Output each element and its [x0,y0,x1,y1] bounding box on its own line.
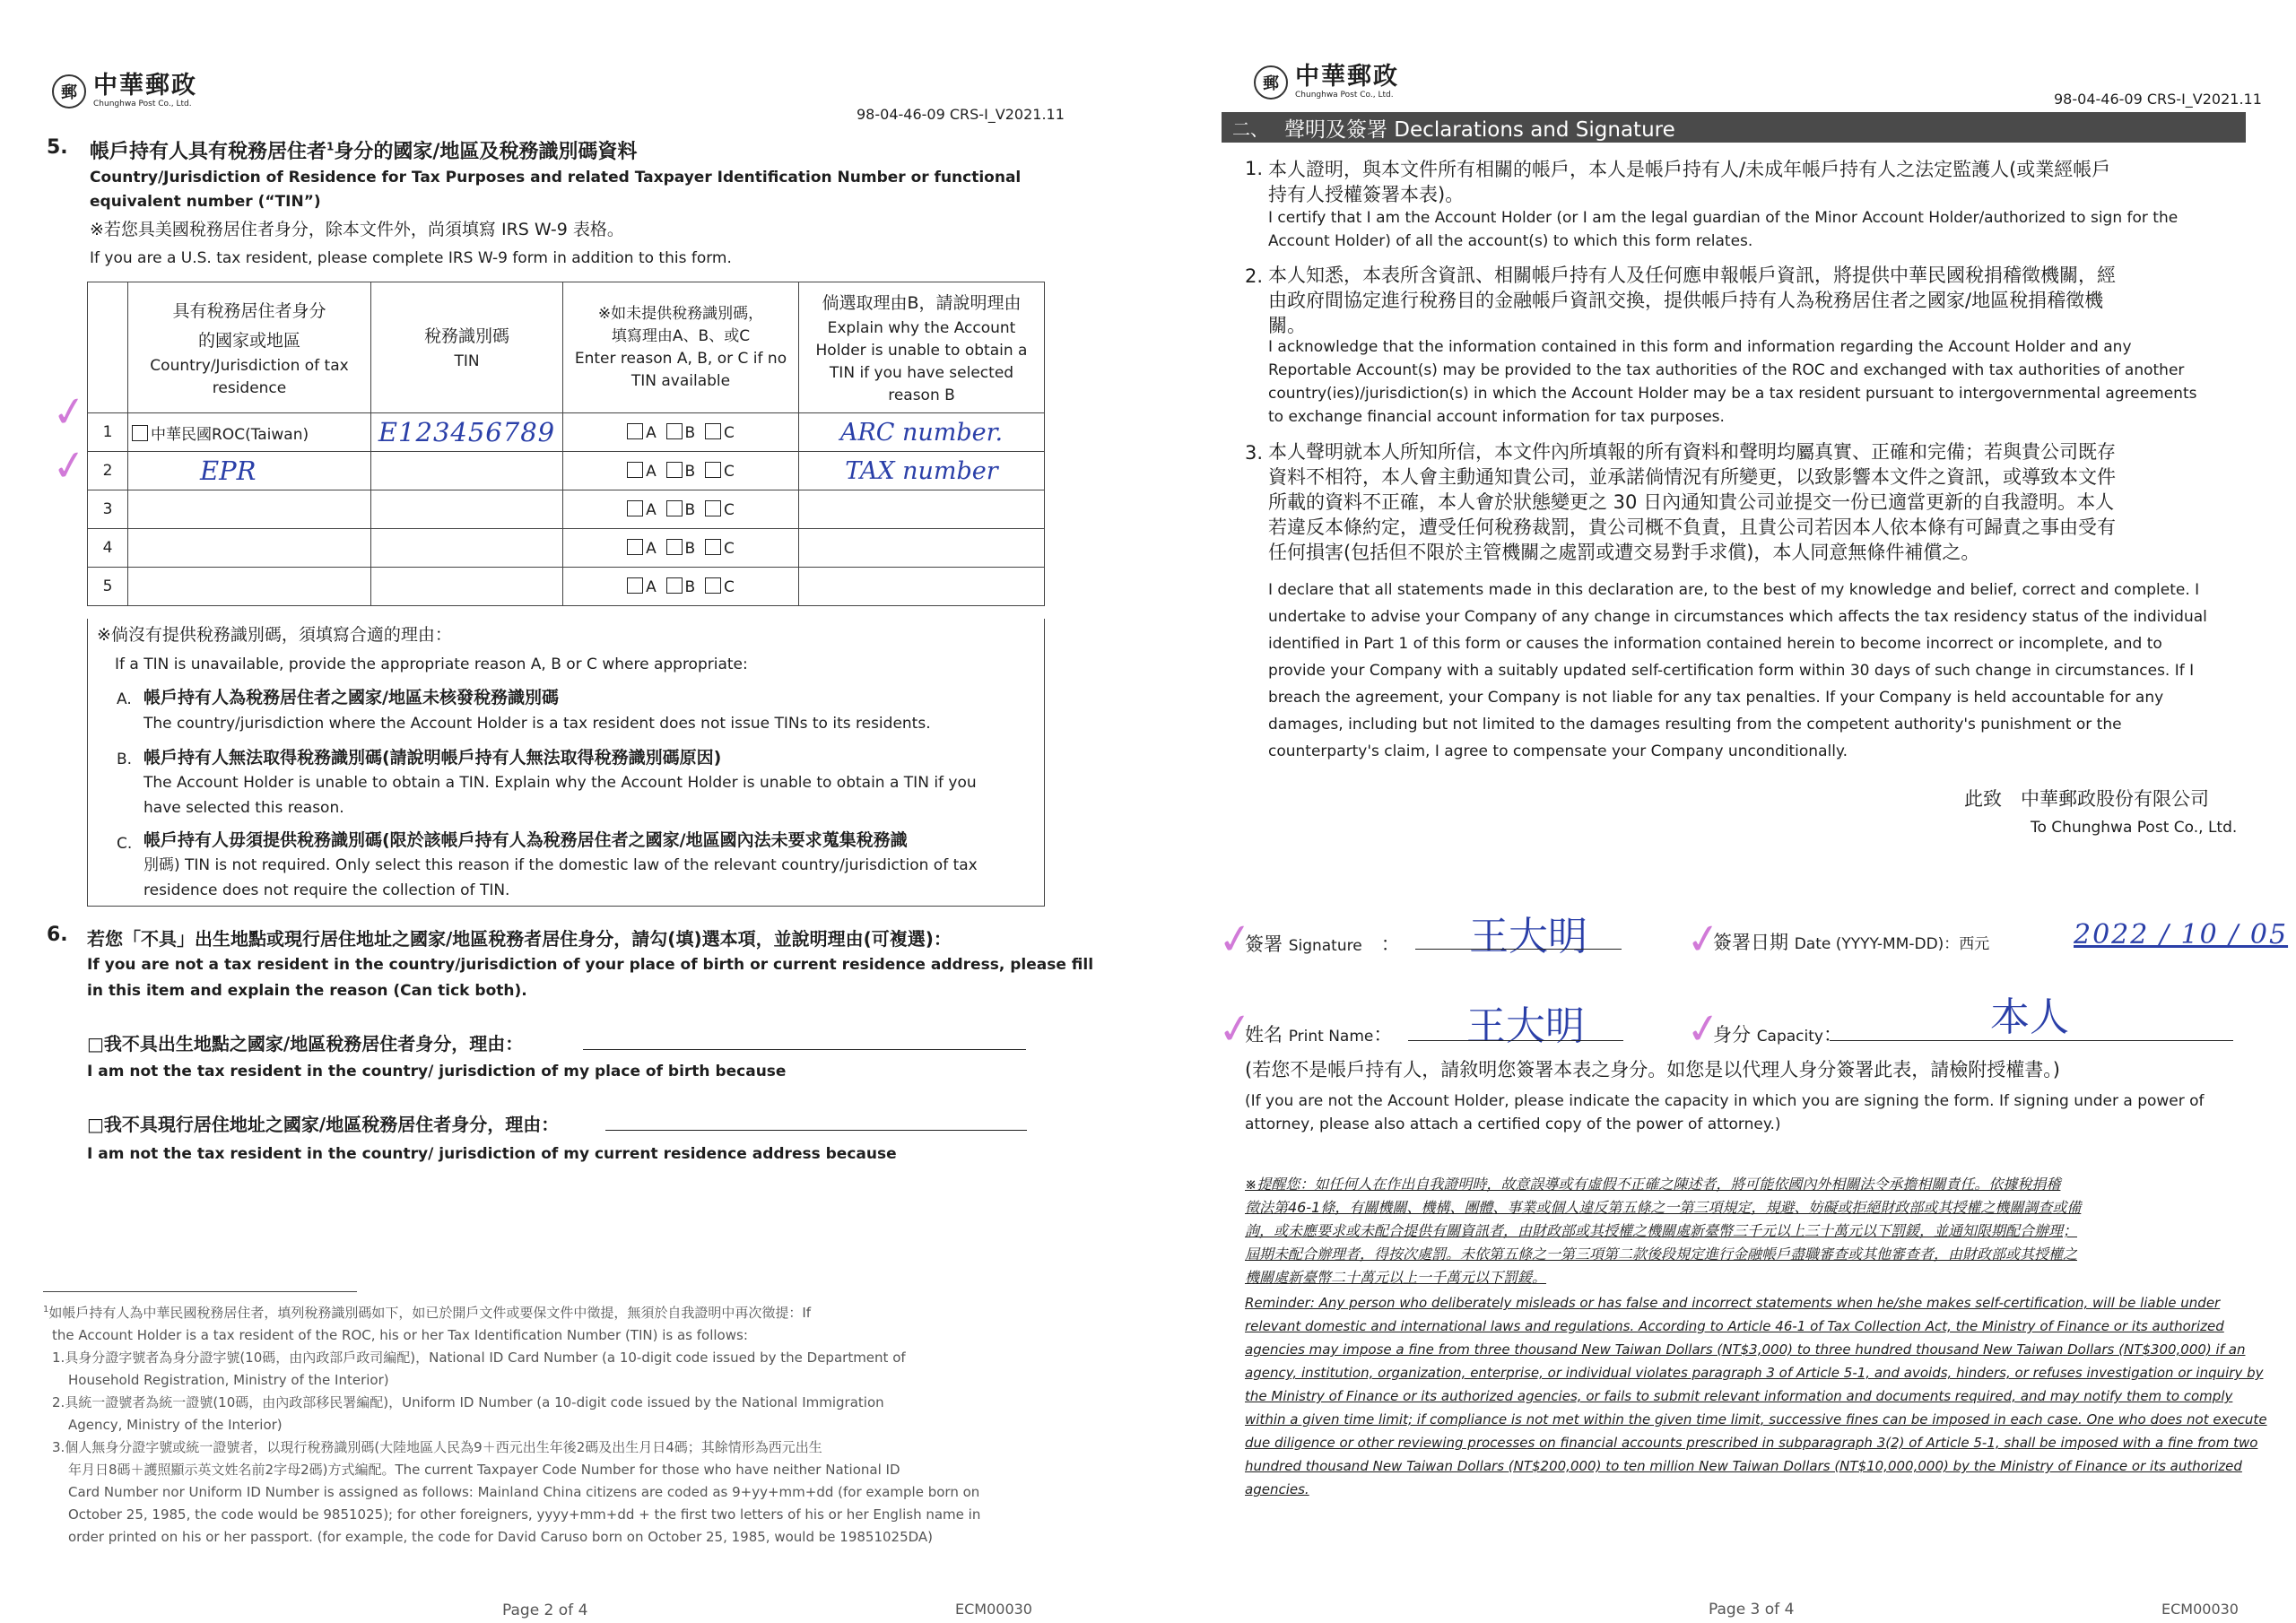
reason-b-en-2: have selected this reason. [144,799,344,817]
explain-value[interactable] [799,490,1045,529]
penalty-warning-zh: ※提醒您：如任何人在作出自我證明時，故意誤導或有虛假不正確之陳述者，將可能依國內外相關法令承擔相關責任。依據稅捐稽 徵法第46-1條，有關機關、機構、團體、事業或個人違反第五條之一第三項規定，規避、妨礙或拒絕財政部或其授權之機關調查或備 詢，或未應要求或未配合提供有關資訊者，由財政部或其授權之機關處新臺幣三千元以上三十萬元以下罰鍰，並通知限期配合辦理； 屆期未配合辦理者，得按次處罰。未依第五條之一第三項第二款後段規定進行金融帳戶盡職審查或其他審查者，由財政部或其授權之 機關處新臺幣二十萬元以上一千萬元以下罰鍰。 [1245,1176,2082,1286]
header-tin-en: TIN [454,352,480,370]
section5-title-zh-a: 帳戶持有人具有稅務居住者 [90,141,327,163]
logo-text-zh: 中華郵政 [1295,63,1399,91]
page-number: Page 3 of 4 [1709,1601,1795,1619]
section5-title-zh [90,136,637,164]
header-tin [371,282,563,413]
addressee-zh: 此致 中華郵政股份有限公司 [1964,788,2209,810]
reasons-intro-zh: ※倘沒有提供稅務識別碼，須填寫合適的理由： [97,625,452,645]
checkbox-b[interactable] [666,577,683,594]
row-number: 4 [88,529,128,568]
decl-2-number: 2. [1245,265,1264,287]
country-value[interactable] [128,490,371,529]
form-code: ECM00030 [955,1601,1032,1618]
tin-value[interactable] [371,490,563,529]
capacity-note-en: (If you are not the Account Holder, please indicate the capacity in which you are signing the form. If signing under a power of attorney, please also attach a certified copy of the power of attorney.) [1245,1092,2205,1133]
section5-number: 5. [47,136,68,159]
country-value[interactable] [128,529,371,568]
header-country [128,282,371,413]
capacity-line [1830,1040,2233,1041]
reason-c-zh-2: 別碼) TIN is not required. Only select this reason if the domestic law of the relevant country/jurisdiction of tax [144,856,978,874]
header-explain-en: Explain why the Account Holder is unable to obtain a TIN if you have selected reason B [815,318,1028,404]
tin-value[interactable] [371,568,563,606]
decl-2-en: I acknowledge that the information contained in this form and information regarding the Account Holder and any Reportable Account(s) may be provided to the tax authorities of the ROC and exchanged with tax authorities of another country(ies)/jurisdiction(s) in which the Account Holder may be a tax resident pursuant to intergovernmental agreements to exchange financial account information for tax purposes. [1268,338,2197,426]
reasons-intro-en: If a TIN is unavailable, provide the appropriate reason A, B or C where appropriate: [115,655,748,673]
check-mark-icon: ✓ [48,438,91,492]
page-number: Page 2 of 4 [502,1601,588,1619]
checkbox-a[interactable] [627,539,643,555]
birth-reason-field[interactable] [583,1029,1026,1050]
header-reason-en: Enter reason A, B, or C if no TIN available [574,349,787,390]
decl-3-en: I declare that all statements made in this declaration are, to the best of my knowledge and belief, correct and complete. I undertake to advise your Company of any change in circumstances which affects the tax residency status of the individual identified in Part 1 of this form or causes the information contained herein to become incorrect or incomplete, and to provide your Company with a suitably updated self-certification form within 30 days of such change in circumstances. If I breach the agreement, your Company is not liable for any tax penalties. If your Company is held accountable for any damages, including but not limited to the damages resulting from the competent authority's punishment or the counterparty's claim, I agree to compensate your Company unconditionally. [1268,581,2207,760]
checkbox-c[interactable] [705,577,721,594]
reason-b-en-1: The Account Holder is unable to obtain a TIN. Explain why the Account Holder is unable to obtain a TIN if you [144,774,977,792]
decl-3-number: 3. [1245,442,1264,464]
header-explain [799,282,1045,413]
row-number: 1 [88,413,128,452]
reason-a-en: The country/jurisdiction where the Account Holder is a tax resident does not issue TINs to its residents. [144,715,931,733]
capacity-note-zh: (若您不是帳戶持有人，請敘明您簽署本表之身分。如您是以代理人身分簽署此表，請檢附授權書。) [1245,1059,2060,1081]
section6-number: 6. [47,924,68,946]
print-name-line [1408,1040,1623,1041]
table-row [88,452,1045,490]
header-country-zh-1: 具有稅務居住者身分 [172,300,326,321]
chunghwa-post-logo [1254,65,1399,100]
not-resident-current-option[interactable]: □我不具現行居住地址之國家/地區稅務居住者身分，理由： [87,1114,560,1135]
not-resident-birth-en: I am not the tax resident in the country/ jurisdiction of my place of birth because [87,1063,787,1081]
reason-c-en: residence does not require the collection of TIN. [144,881,510,899]
post-logo-icon: 郵 [1254,65,1288,100]
checkbox-c[interactable] [705,423,721,439]
section5-title-zh-b: 身分的國家/地區及稅務識別碼資料 [334,141,638,163]
reason-b-zh: 帳戶持有人無法取得稅務識別碼(請說明帳戶持有人無法取得稅務識別碼原因) [144,748,722,768]
country-value[interactable]: EPR [128,452,371,490]
chunghwa-post-logo [52,74,197,108]
reason-options: A B C [563,490,799,529]
signature-label: 簽署 Signature ： [1245,933,1400,955]
reason-c-label: C. [117,835,133,853]
header-tin-zh: 稅務識別碼 [423,326,509,346]
footnote-ref: 1 [326,140,335,153]
header-reason-zh-2: 填寫理由A、B、或C [611,326,751,345]
reason-options: A B C [563,529,799,568]
signature-line [1415,949,1622,950]
footnote-item-3: 3.個人無身分證字號或統一證號者，以現行稅務識別碼(大陸地區人民為9＋西元出生年後2碼及出生月日4碼；其餘情形為西元出生 [52,1439,822,1455]
table-row [88,413,1045,452]
table-row [88,529,1045,568]
footnote-item-3-cont: 年月日8碼＋護照顯示英文姓名前2字母2碼)方式編配。The current Taxpayer Code Number for those who have neither National ID [68,1462,900,1478]
row-number: 2 [88,452,128,490]
country-value[interactable] [128,568,371,606]
explain-value[interactable]: ARC number. [799,413,1045,452]
section5-title-en-1: Country/Jurisdiction of Residence for Tax Purposes and related Taxpayer Identification Number or functional [90,169,1022,187]
footnote: $^1$如帳戶持有人為中華民國稅務居住者，填列稅務識別碼如下，如已於開戶文件或要保文件中徵提，無須於自我證明中再次徵提：If the Account Holder is a tax resident of the ROC, his or her Tax Identification Number (TIN) is as follows: 1.具身分證字號者為身分證字號(10碼，由內政部戶政司編配)，National ID Card Number (a 10-digit code issued by the Department of Household Registration, Ministry of the Interior) 2.具統一證號者為統一證號(10碼，由內政部移民署編配)，Uniform ID Number (a 10-digit code issued by the National Immigration Agency, Ministry of the Interior) 3.個人無身分證字號或統一證號者，以現行稅務識別碼(大陸地區人民為9＋西元出生年後2碼及出生月日4碼；其餘情形為西元出生 年月日8碼＋護照顯示英文姓名前2字母2碼)方式編配。The current Taxpayer Code Number for those who have neither National ID Card Number nor Uniform ID Number is assigned as follows: Mainland China citizens are coded as 9+yy+mm+dd (for example born on October 25, 1985, the code would be 9851025); for other foreigners, yyyy+mm+dd + the first two letters of his or her English name in order printed on his or her passport. (for example, the code for David Caruso born on October 25, 1985, would be 19851025DA) [43,1298,1101,1549]
section6-title-zh: 若您「不具」出生地點或現行居住地址之國家/地區稅務者居住身分，請勾(填)選本項，並說明理由(可複選)： [87,928,952,950]
decl-3-zh: 本人聲明就本人所知所信，本文件內所填報的所有資料和聲明均屬真實、正確和完備；若與貴公司既存 資料不相符，本人會主動通知貴公司，並承諾倘情況有所變更，以致影響本文件之資訊，或導致本文件 所載的資料不正確，本人會於狀態變更之 30 日內通知貴公司並提交一份已適當更新的自我證明。本人 若違反本條約定，遭受任何稅務裁罰，貴公司概不負責，且貴公司若因本人依本條有可歸責之事由受有 任何損害(包括但不限於主管機關之處罰或遭交易對手求償)，本人同意無條件補償之。 [1268,441,2116,563]
reason-options: A B C [563,413,799,452]
post-logo-icon: 郵 [52,74,86,108]
footnote-item-1: 1.具身分證字號者為身分證字號(10碼，由內政部戶政司編配)，National ID Card Number (a 10-digit code issued by the Department of [52,1350,906,1366]
signature-value[interactable]: 王大明 [1469,914,1587,959]
check-mark-icon: ✓ [1683,912,1725,966]
reason-c-zh-1: 帳戶持有人毋須提供稅務識別碼(限於該帳戶持有人為稅務居住者之國家/地區國內法未要求蒐集稅務識 [144,830,908,850]
check-mark-icon: ✓ [1683,1002,1725,1055]
row-number: 3 [88,490,128,529]
document-number: 98-04-46-09 CRS-I_V2021.11 [2054,91,2262,108]
checkbox-c[interactable] [705,539,721,555]
checkbox-c[interactable] [705,462,721,478]
header-country-en: Country/Jurisdiction of tax residence [150,356,349,397]
logo-text-en: Chunghwa Post Co., Ltd. [1295,91,1394,100]
not-resident-birth-option[interactable]: □我不具出生地點之國家/地區稅務居住者身分，理由： [87,1033,524,1055]
footnote-item-1-cont: Household Registration, Ministry of the Interior) [68,1372,389,1388]
tin-value[interactable] [371,452,563,490]
reason-options: A B C [563,568,799,606]
reason-a-label: A. [117,690,132,708]
check-mark-icon: ✓ [1214,1002,1257,1055]
capacity-label: 身分 Capacity： [1713,1024,1842,1046]
explain-value[interactable] [799,568,1045,606]
us-tax-note-en: If you are a U.S. tax resident, please complete IRS W-9 form in addition to this form. [90,249,732,267]
section5-title-en-2: equivalent number (“TIN”) [90,193,321,211]
checkbox-a[interactable] [627,577,643,594]
page-3 [1148,0,2296,1623]
decl-1-en: I certify that I am the Account Holder (or I am the legal guardian of the Minor Account Holder/authorized to sign for the Account Holder) of all the account(s) to which this form relates. [1268,209,2179,250]
checkbox-a[interactable] [627,500,643,516]
section-title-bar [1222,112,2246,143]
tin-table [87,282,1045,606]
date-value[interactable]: 2022 / 10 / 05 [2074,919,2289,950]
footnote-item-2: 2.具統一證號者為統一證號(10碼，由內政部移民署編配)，Uniform ID Number (a 10-digit code issued by the National Immigration [52,1394,884,1410]
section6-title-en-1: If you are not a tax resident in the country/jurisdiction of your place of birth or current residence address, please fill [87,956,1094,974]
checkbox[interactable] [132,425,148,441]
decl-1-zh: 本人證明，與本文件所有相關的帳戶，本人是帳戶持有人/未成年帳戶持有人之法定監護人(或業經帳戶 持有人授權簽署本表)。 [1268,159,2111,205]
capacity-value[interactable]: 本人 [1990,994,2069,1040]
check-mark-icon: ✓ [1214,912,1257,966]
footnote-item-3-cont: October 25, 1985, the code would be 9851025); for other foreigners, yyyy+mm+dd + the first two letters of his or her English name in [68,1506,981,1523]
footnote-item-2-cont: Agency, Ministry of the Interior) [68,1417,283,1433]
penalty-warning-en: Reminder: Any person who deliberately misleads or has false and incorrect statements when he/she makes self-certification, will be liable under relevant domestic and international laws and regulations. According to Article 46-1 of Tax Collection Act, the Ministry of Finance or its authorized agencies may impose a fine from three thousand New Taiwan Dollars (NT$3,000) to three hundred thousand New Taiwan Dollars (NT$300,000) if an agency, institution, organization, enterprise, or individual violates paragraph 3 of Article 5-1, and avoids, hinders, or refuses investigation or inquiry by the Ministry of Finance or its authorized agencies, or fails to submit relevant information and documents required, and may notify them to comply within a given time limit; if compliance is not met within the given time limit, successive fines can be imposed in each case. One who does not execute due diligence or other reviewing processes on financial accounts prescribed in subparagraph 3(2) of Article 5-1, shall be imposed with a fine from two hundred thousand New Taiwan Dollars (NT$200,000) to ten million New Taiwan Dollars (NT$10,000,000) by the Ministry of Finance or its authorized agencies. [1245,1295,2267,1497]
decl-1-number: 1. [1245,158,1264,179]
country-cell[interactable] [128,413,371,452]
explain-value[interactable] [799,529,1045,568]
reason-b-label: B. [117,751,133,768]
print-name-label: 姓名 Print Name： [1245,1024,1393,1046]
checkbox-b[interactable] [666,423,683,439]
not-resident-current-en: I am not the tax resident in the country/ jurisdiction of my current residence address because [87,1145,897,1163]
tin-value[interactable] [371,529,563,568]
section-number: 二、 [1232,117,1268,140]
footnote-line: the Account Holder is a tax resident of the ROC, his or her Tax Identification Number (TIN) is as follows: [52,1327,748,1343]
print-name-value[interactable]: 王大明 [1466,1003,1585,1049]
header-row-number [88,282,128,413]
section6-title-en-2: in this item and explain the reason (Can tick both). [87,982,527,1000]
header-country-zh-2: 的國家或地區 [197,330,300,351]
table-row [88,568,1045,606]
header-reason [563,282,799,413]
logo-text-en: Chunghwa Post Co., Ltd. [93,100,192,108]
footnote-item-3-cont: Card Number nor Uniform ID Number is assigned as follows: Mainland China citizens are coded as 9+yy+mm+dd (for example born on [68,1484,980,1500]
us-tax-note-zh: ※若您具美國稅務居住者身分，除本文件外，尚須填寫 IRS W-9 表格。 [90,220,624,239]
logo-text-zh: 中華郵政 [93,72,197,100]
checkbox-b[interactable] [666,539,683,555]
addressee-en: To Chunghwa Post Co., Ltd. [2031,819,2238,837]
checkbox-a[interactable] [627,423,643,439]
section-title: 聲明及簽署 Declarations and Signature [1284,117,1675,142]
checkbox-c[interactable] [705,500,721,516]
country-value: 中華民國ROC(Taiwan) [151,425,309,444]
footnote-divider [43,1291,357,1292]
decl-2-zh: 本人知悉，本表所含資訊、相關帳戶持有人及任何應申報帳戶資訊，將提供中華民國稅捐稽徵機關，經 由政府間協定進行稅務目的金融帳戶資訊交換，提供帳戶持有人為稅務居住者之國家/地區稅捐稽徵機 關。 [1268,265,2116,336]
header-reason-zh-1: ※如未提供稅務識別碼， [597,304,764,323]
reason-options: A B C [563,452,799,490]
checkbox-a[interactable] [627,462,643,478]
footnote-item-3-cont: order printed on his or her passport. (for example, the code for David Caruso born on October 25, 1985, would be 19851025DA) [68,1529,934,1545]
footnote-line: 如帳戶持有人為中華民國稅務居住者，填列稅務識別碼如下，如已於開戶文件或要保文件中徵提，無須於自我證明中再次徵提：If [48,1305,812,1321]
reason-a-zh: 帳戶持有人為稅務居住者之國家/地區未核發稅務識別碼 [144,688,559,707]
check-mark-icon: ✓ [48,385,91,438]
document-number: 98-04-46-09 CRS-I_V2021.11 [857,106,1065,123]
table-row [88,490,1045,529]
date-label: 簽署日期 Date (YYYY-MM-DD)：西元 [1713,932,1990,953]
checkbox-b[interactable] [666,500,683,516]
tin-value[interactable]: E123456789 [371,413,563,452]
current-reason-field[interactable] [605,1110,1027,1131]
form-code: ECM00030 [2161,1601,2239,1618]
explain-value[interactable]: TAX number [799,452,1045,490]
header-explain-zh: 倘選取理由B，請說明理由 [822,292,1022,313]
row-number: 5 [88,568,128,606]
tin-table-header [88,282,1045,413]
checkbox-b[interactable] [666,462,683,478]
